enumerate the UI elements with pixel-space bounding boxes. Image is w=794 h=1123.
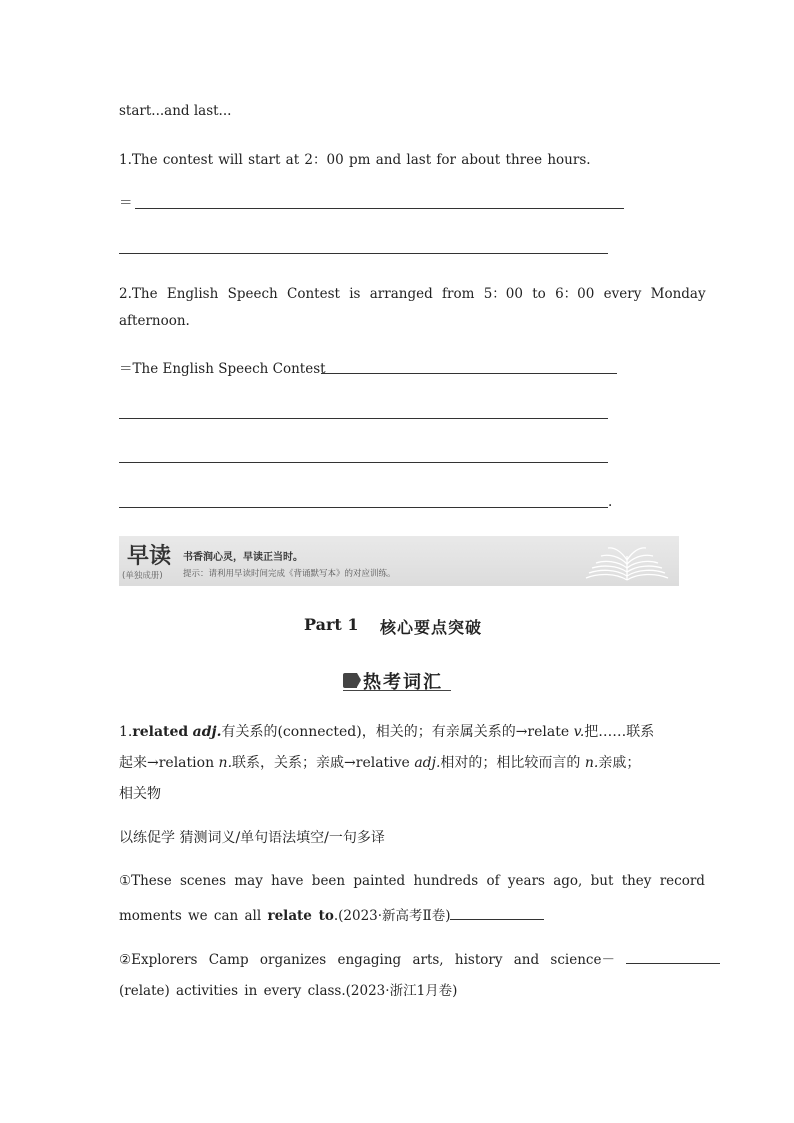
example-1-line-1: ①These scenes may have been painted hundreds of years ago, but they record	[119, 873, 705, 889]
banner-hint: 提示：请利用早读时间完成《背诵默写本》的对应训练。	[183, 569, 396, 579]
pos-adj: adj.	[414, 755, 441, 771]
entry-line2-b: 联系，关系；亲戚→relative	[232, 755, 410, 771]
morning-reading-banner	[119, 536, 679, 586]
section-title: 热考词汇	[363, 672, 443, 693]
example-1-bold: relate to	[267, 908, 334, 924]
answer-line[interactable]	[135, 208, 624, 209]
open-book-icon	[584, 540, 670, 584]
answer-blank[interactable]	[626, 963, 720, 964]
banner-title: 早读	[127, 543, 172, 569]
question-2-cont: afternoon.	[119, 313, 190, 329]
entry-line2-c: 相对的；相比较而言的	[440, 755, 581, 771]
answer-line[interactable]	[321, 373, 617, 374]
question-2: 2.The English Speech Contest is arranged from 5：00 to 6：00 every Monday	[119, 286, 706, 302]
pos-noun-2: n.	[584, 755, 599, 771]
vocab-entry-line-3: 相关物	[119, 786, 161, 802]
phrase-heading: start...and last...	[119, 103, 232, 119]
example-1-line-2	[119, 904, 544, 924]
example-2-line-2: (relate) activities in every class.(2023·浙江1月卷)	[119, 983, 458, 999]
practice-types: 猜测词义/单句语法填空/一句多译	[179, 830, 385, 846]
question-1: 1.The contest will start at 2：00 pm and last for about three hours.	[119, 152, 591, 168]
example-2-text: ②Explorers Camp organizes engaging arts, history and science－	[119, 952, 615, 968]
question-2-equals: ＝The English Speech Contest	[119, 361, 326, 377]
practice-label: 以练促学	[119, 830, 175, 846]
answer-line[interactable]	[119, 253, 608, 254]
final-period: .	[608, 494, 613, 510]
section-marker-icon	[343, 673, 357, 688]
section-underline	[343, 690, 451, 691]
vocab-entry-line-1	[119, 721, 654, 741]
banner-motto: 书香润心灵，早读正当时。	[183, 552, 303, 563]
banner-subtitle: (单独成册)	[122, 571, 163, 581]
answer-line[interactable]	[119, 462, 608, 463]
question-1-equals: ＝	[119, 195, 133, 211]
entry-number: 1.	[119, 724, 133, 740]
example-1-text: moments we can all	[119, 908, 262, 924]
pos-noun: n.	[218, 755, 233, 771]
answer-line[interactable]	[119, 507, 608, 508]
vocab-entry-line-2	[119, 752, 640, 772]
part-title: 核心要点突破	[380, 618, 483, 637]
entry-pos: adj.	[192, 724, 222, 740]
entry-definition: 有关系的(connected)，相关的；有亲属关系的→relate	[221, 724, 570, 740]
example-2-line-1	[119, 948, 720, 968]
practice-heading	[119, 827, 385, 847]
pos-verb: v.	[573, 724, 585, 740]
answer-blank[interactable]	[450, 919, 544, 920]
entry-line2-d: 亲戚；	[598, 755, 641, 771]
answer-line[interactable]	[119, 418, 608, 419]
example-1-source: .(2023·新高考Ⅱ卷)	[333, 908, 451, 924]
entry-word: related	[132, 724, 189, 740]
entry-definition-cont: 把……联系	[584, 724, 655, 740]
entry-line2-a: 起来→relation	[119, 755, 215, 771]
part-number: Part 1	[304, 615, 359, 634]
